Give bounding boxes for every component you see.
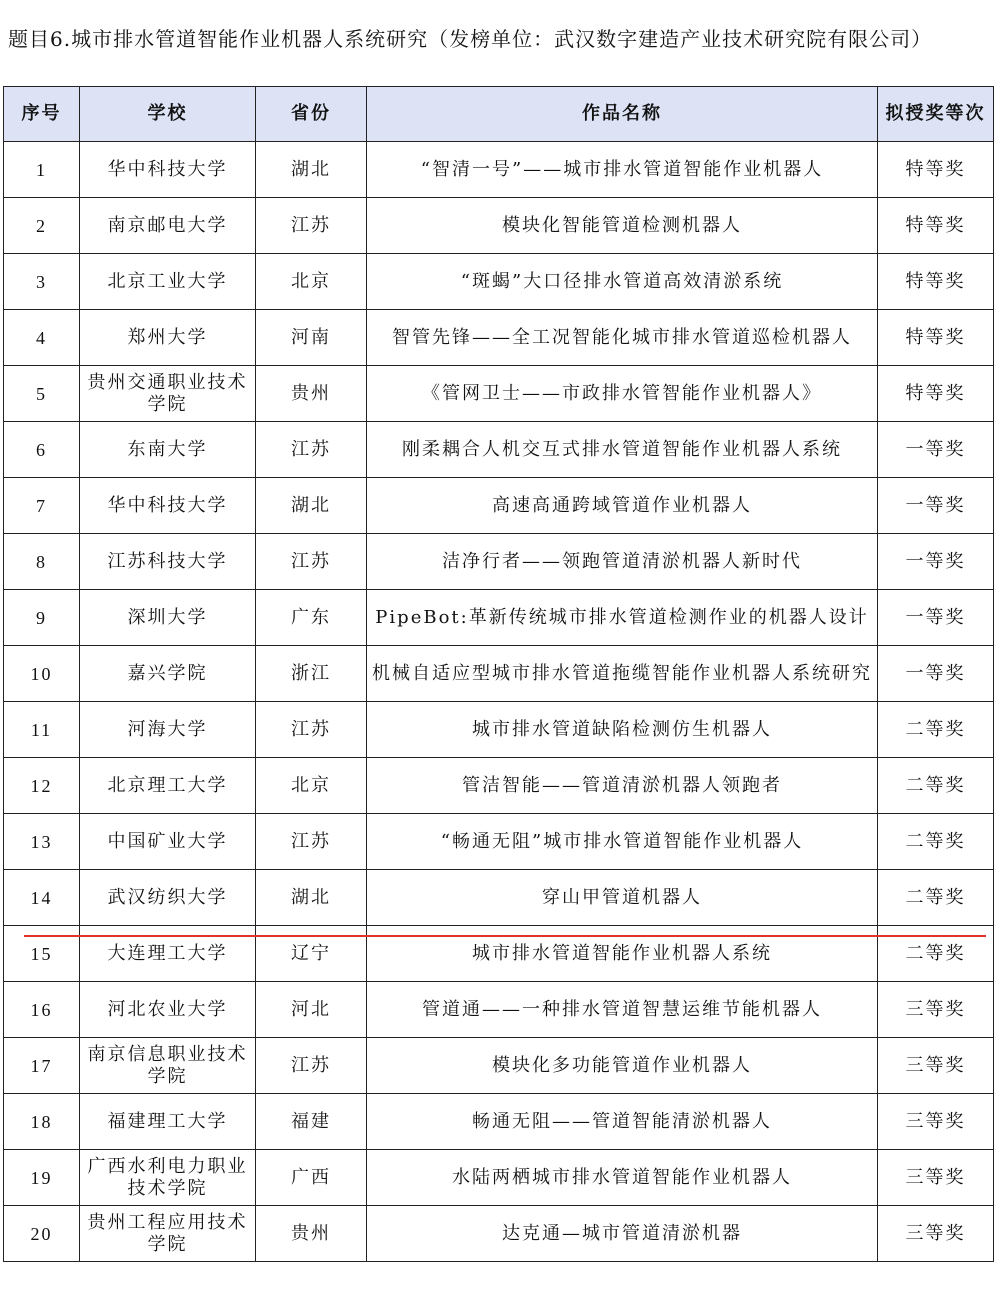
table-row [4,534,994,590]
cell-school: 深圳大学 [80,590,256,646]
cell-school: 北京工业大学 [80,254,256,310]
cell-work: 智管先锋——全工况智能化城市排水管道巡检机器人 [367,310,878,366]
cell-province: 河北 [256,982,367,1038]
cell-school: 东南大学 [80,422,256,478]
header-no: 序号 [4,87,80,142]
cell-province: 北京 [256,254,367,310]
cell-province: 广东 [256,590,367,646]
table-row [4,590,994,646]
cell-school: 福建理工大学 [80,1094,256,1150]
cell-no: 20 [4,1206,80,1262]
cell-province: 江苏 [256,422,367,478]
cell-province: 湖北 [256,478,367,534]
cell-work: 水陆两栖城市排水管道智能作业机器人 [367,1150,878,1206]
table-row [4,646,994,702]
cell-work: 模块化智能管道检测机器人 [367,198,878,254]
cell-work: 《管网卫士——市政排水管智能作业机器人》 [367,366,878,422]
cell-province: 广西 [256,1150,367,1206]
cell-no: 3 [4,254,80,310]
cell-no: 1 [4,142,80,198]
cell-award: 二等奖 [878,758,994,814]
cell-award: 特等奖 [878,366,994,422]
cell-no: 19 [4,1150,80,1206]
table-body [4,142,994,1262]
table-row [4,926,994,982]
cell-work: 管洁智能——管道清淤机器人领跑者 [367,758,878,814]
cell-school: 广西水利电力职业技术学院 [80,1150,256,1206]
table-row [4,758,994,814]
table-row [4,1206,994,1262]
cell-province: 江苏 [256,534,367,590]
cell-no: 5 [4,366,80,422]
cell-no: 17 [4,1038,80,1094]
table-row [4,1038,994,1094]
cell-school: 武汉纺织大学 [80,870,256,926]
table-row [4,142,994,198]
cell-province: 江苏 [256,198,367,254]
cell-award: 一等奖 [878,646,994,702]
cell-work: “智清一号”——城市排水管道智能作业机器人 [367,142,878,198]
cell-award: 一等奖 [878,478,994,534]
cell-province: 福建 [256,1094,367,1150]
cell-no: 12 [4,758,80,814]
cell-award: 三等奖 [878,1038,994,1094]
cell-province: 江苏 [256,702,367,758]
table-row [4,1150,994,1206]
header-award: 拟授奖等次 [878,87,994,142]
cell-province: 浙江 [256,646,367,702]
cell-province: 北京 [256,758,367,814]
cell-award: 三等奖 [878,1150,994,1206]
document-title: 题目6.城市排水管道智能作业机器人系统研究（发榜单位：武汉数字建造产业技术研究院有限公司） [8,27,933,51]
cell-no: 8 [4,534,80,590]
cell-school: 江苏科技大学 [80,534,256,590]
cell-no: 10 [4,646,80,702]
awards-table [3,86,994,1262]
red-divider-line [24,935,986,937]
cell-school: 中国矿业大学 [80,814,256,870]
table-row [4,870,994,926]
cell-school: 北京理工大学 [80,758,256,814]
cell-work: 穿山甲管道机器人 [367,870,878,926]
table-header-row [4,87,994,142]
table-row [4,982,994,1038]
cell-work: 城市排水管道缺陷检测仿生机器人 [367,702,878,758]
cell-award: 三等奖 [878,1094,994,1150]
cell-award: 三等奖 [878,982,994,1038]
cell-award: 二等奖 [878,870,994,926]
cell-school: 南京邮电大学 [80,198,256,254]
cell-work: 达克通—城市管道清淤机器 [367,1206,878,1262]
cell-school: 嘉兴学院 [80,646,256,702]
cell-school: 大连理工大学 [80,926,256,982]
header-province: 省份 [256,87,367,142]
cell-no: 6 [4,422,80,478]
cell-award: 特等奖 [878,254,994,310]
cell-no: 2 [4,198,80,254]
table-row [4,478,994,534]
cell-work: 高速高通跨域管道作业机器人 [367,478,878,534]
cell-school: 华中科技大学 [80,478,256,534]
cell-province: 湖北 [256,870,367,926]
cell-no: 15 [4,926,80,982]
cell-province: 贵州 [256,1206,367,1262]
cell-work: 机械自适应型城市排水管道拖缆智能作业机器人系统研究 [367,646,878,702]
cell-school: 华中科技大学 [80,142,256,198]
cell-province: 江苏 [256,1038,367,1094]
cell-school: 贵州交通职业技术学院 [80,366,256,422]
table-row [4,310,994,366]
cell-award: 一等奖 [878,534,994,590]
cell-work: “斑蝎”大口径排水管道高效清淤系统 [367,254,878,310]
cell-no: 16 [4,982,80,1038]
table-row [4,198,994,254]
table-row [4,1094,994,1150]
cell-school: 郑州大学 [80,310,256,366]
cell-award: 二等奖 [878,702,994,758]
table-row [4,254,994,310]
cell-school: 贵州工程应用技术学院 [80,1206,256,1262]
table-row [4,814,994,870]
cell-province: 河南 [256,310,367,366]
cell-no: 11 [4,702,80,758]
header-work: 作品名称 [367,87,878,142]
cell-no: 7 [4,478,80,534]
cell-award: 特等奖 [878,310,994,366]
cell-province: 辽宁 [256,926,367,982]
cell-no: 13 [4,814,80,870]
cell-award: 一等奖 [878,590,994,646]
table-row [4,366,994,422]
cell-award: 三等奖 [878,1206,994,1262]
table-row [4,422,994,478]
cell-work: PipeBot:革新传统城市排水管道检测作业的机器人设计 [367,590,878,646]
cell-province: 贵州 [256,366,367,422]
cell-school: 南京信息职业技术学院 [80,1038,256,1094]
cell-work: 管道通——一种排水管道智慧运维节能机器人 [367,982,878,1038]
cell-award: 二等奖 [878,814,994,870]
table-row [4,702,994,758]
cell-work: 模块化多功能管道作业机器人 [367,1038,878,1094]
cell-award: 一等奖 [878,422,994,478]
cell-school: 河北农业大学 [80,982,256,1038]
cell-no: 18 [4,1094,80,1150]
cell-no: 4 [4,310,80,366]
cell-award: 特等奖 [878,198,994,254]
header-school: 学校 [80,87,256,142]
cell-award: 二等奖 [878,926,994,982]
cell-province: 江苏 [256,814,367,870]
cell-work: 畅通无阻——管道智能清淤机器人 [367,1094,878,1150]
cell-work: 刚柔耦合人机交互式排水管道智能作业机器人系统 [367,422,878,478]
cell-school: 河海大学 [80,702,256,758]
cell-work: 洁净行者——领跑管道清淤机器人新时代 [367,534,878,590]
cell-award: 特等奖 [878,142,994,198]
cell-work: 城市排水管道智能作业机器人系统 [367,926,878,982]
cell-work: “畅通无阻”城市排水管道智能作业机器人 [367,814,878,870]
cell-no: 9 [4,590,80,646]
cell-no: 14 [4,870,80,926]
cell-province: 湖北 [256,142,367,198]
